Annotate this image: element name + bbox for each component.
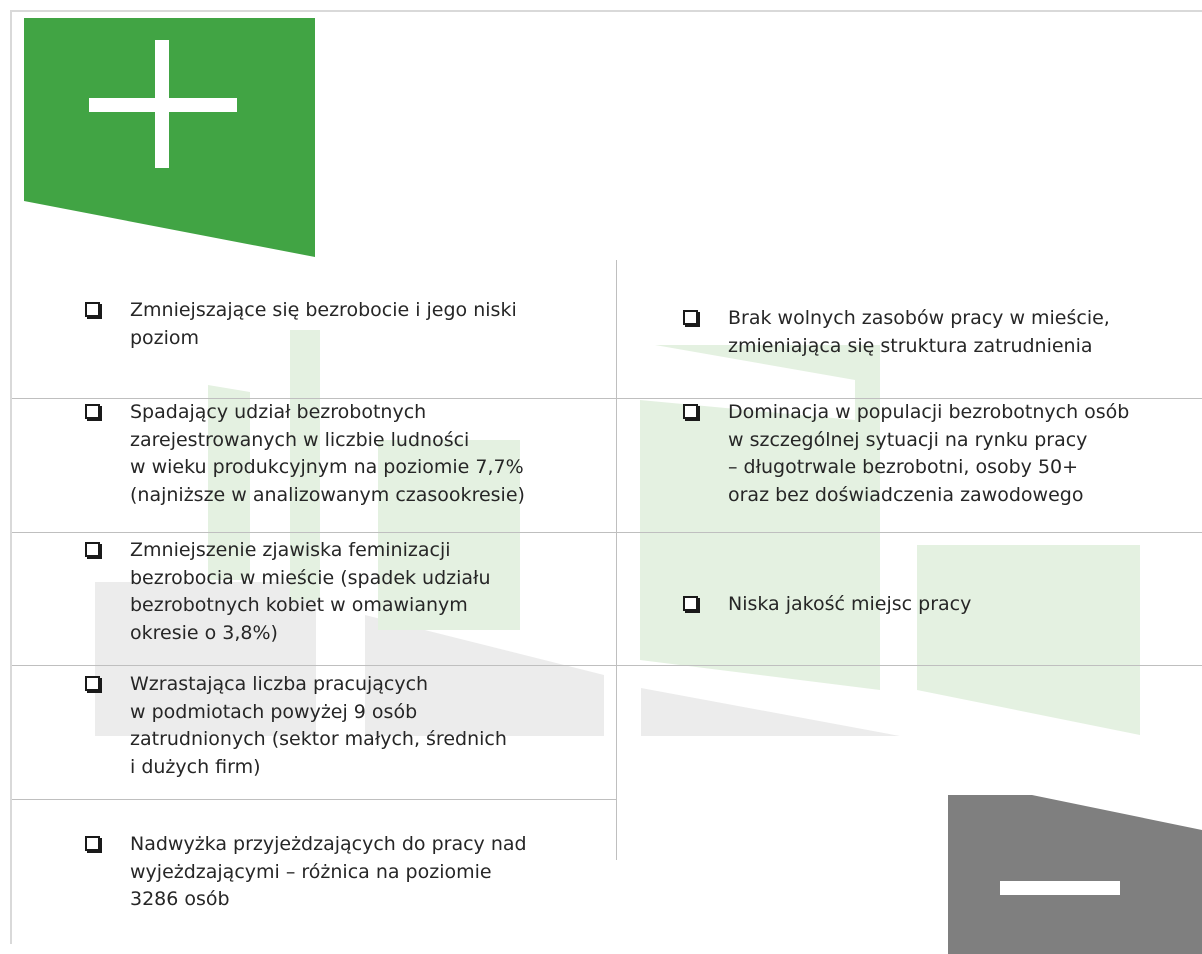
weakness-item (683, 591, 1202, 619)
strength-text: Spadający udział bezrobotnych zarejestrowanych w liczbie ludności w wieku produkcyjnym na poziomie 7,7% (najniższe w analizowanym czasookresie) (130, 401, 525, 506)
checkbox-bullet-icon (683, 404, 698, 419)
weakness-item (683, 399, 1202, 509)
checkbox-bullet-icon (85, 676, 100, 691)
row-divider (12, 665, 1202, 666)
weakness-item (683, 305, 1202, 360)
strength-text: Nadwyżka przyjeżdzających do pracy nad wyjeżdzającymi – różnica na poziomie 3286 osób (130, 833, 527, 910)
strength-item (85, 831, 640, 914)
minus-badge-shape (948, 795, 1202, 954)
strength-item (85, 671, 640, 781)
checkbox-bullet-icon (85, 542, 100, 557)
row-divider (12, 532, 1202, 533)
weakness-text: Niska jakość miejsc pracy (728, 593, 972, 615)
checkbox-bullet-icon (85, 836, 100, 851)
strength-item (85, 537, 640, 647)
row-divider (12, 799, 616, 800)
strength-text: Zmniejszające się bezrobocie i jego niski poziom (130, 299, 517, 349)
strength-text: Zmniejszenie zjawiska feminizacji bezrobocia w mieście (spadek udziału bezrobotnych kobiet w omawianym okresie o 3,8%) (130, 539, 491, 644)
checkbox-bullet-icon (683, 310, 698, 325)
checkbox-bullet-icon (85, 404, 100, 419)
weakness-text: Brak wolnych zasobów pracy w mieście, zmieniająca się struktura zatrudnienia (728, 307, 1110, 357)
checkbox-bullet-icon (683, 596, 698, 611)
strength-text: Wzrastająca liczba pracujących w podmiotach powyżej 9 osób zatrudnionych (sektor małych, średnich i dużych firm) (130, 673, 507, 778)
minus-icon (1000, 881, 1120, 895)
strength-item (85, 297, 640, 352)
checkbox-bullet-icon (85, 302, 100, 317)
strength-item (85, 399, 640, 509)
weakness-text: Dominacja w populacji bezrobotnych osób w szczególnej sytuacji na rynku pracy – długotrwale bezrobotni, osoby 50+ oraz bez doświadczenia zawodowego (728, 401, 1130, 506)
